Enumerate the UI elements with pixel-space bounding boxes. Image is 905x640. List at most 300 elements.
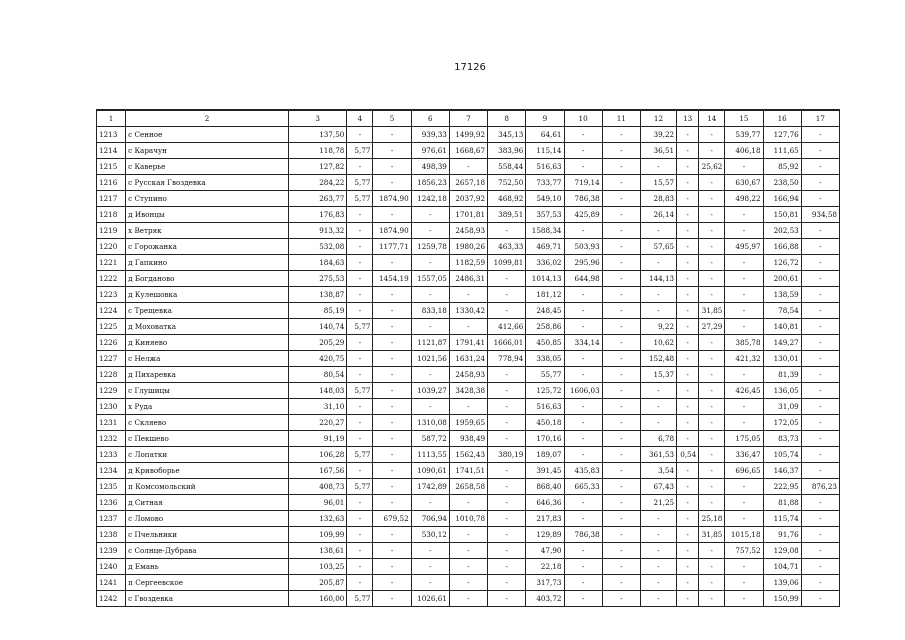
value-cell: 1666,01 xyxy=(488,335,526,351)
column-header-13: 13 xyxy=(677,110,699,127)
value-cell: - xyxy=(677,543,699,559)
column-header-4: 4 xyxy=(347,110,373,127)
value-cell: - xyxy=(347,287,373,303)
table-row xyxy=(97,271,840,287)
value-cell: - xyxy=(373,415,411,431)
table-row xyxy=(97,239,840,255)
value-cell: 36,51 xyxy=(640,143,676,159)
value-cell: - xyxy=(347,495,373,511)
value-cell: 2658,58 xyxy=(449,479,487,495)
value-cell: 421,32 xyxy=(725,351,763,367)
value-cell: - xyxy=(801,159,839,175)
value-cell: - xyxy=(347,527,373,543)
value-cell: - xyxy=(347,559,373,575)
value-cell: - xyxy=(699,543,725,559)
value-cell: 91,19 xyxy=(289,431,347,447)
row-number-cell: 1239 xyxy=(97,543,126,559)
value-cell: 380,19 xyxy=(488,447,526,463)
value-cell: 132,63 xyxy=(289,511,347,527)
value-cell: - xyxy=(801,303,839,319)
value-cell: 630,67 xyxy=(725,175,763,191)
row-number-cell: 1225 xyxy=(97,319,126,335)
value-cell: - xyxy=(725,319,763,335)
value-cell: 532,08 xyxy=(289,239,347,255)
value-cell: 1014,13 xyxy=(526,271,564,287)
value-cell: - xyxy=(801,399,839,415)
value-cell: - xyxy=(677,271,699,287)
value-cell: - xyxy=(801,271,839,287)
value-cell: 383,96 xyxy=(488,143,526,159)
value-cell: - xyxy=(449,559,487,575)
value-cell: 1039,27 xyxy=(411,383,449,399)
table-row xyxy=(97,319,840,335)
value-cell: 913,32 xyxy=(289,223,347,239)
row-number-cell: 1229 xyxy=(97,383,126,399)
value-cell: 104,71 xyxy=(763,559,801,575)
value-cell: 96,01 xyxy=(289,495,347,511)
value-cell: 495,97 xyxy=(725,239,763,255)
value-cell: 406,18 xyxy=(725,143,763,159)
value-cell: - xyxy=(801,351,839,367)
value-cell: 1310,08 xyxy=(411,415,449,431)
value-cell: - xyxy=(677,527,699,543)
value-cell: - xyxy=(602,143,640,159)
value-cell: 25,18 xyxy=(699,511,725,527)
value-cell: - xyxy=(677,431,699,447)
value-cell: 3,54 xyxy=(640,463,676,479)
value-cell: - xyxy=(640,223,676,239)
value-cell: - xyxy=(602,527,640,543)
value-cell: 357,53 xyxy=(526,207,564,223)
page-number: 17126 xyxy=(454,62,486,73)
value-cell: 118,78 xyxy=(289,143,347,159)
value-cell: 111,65 xyxy=(763,143,801,159)
value-cell: 15,37 xyxy=(640,367,676,383)
value-cell: - xyxy=(801,559,839,575)
column-header-15: 15 xyxy=(725,110,763,127)
value-cell: - xyxy=(699,463,725,479)
value-cell: - xyxy=(699,207,725,223)
value-cell: 9,22 xyxy=(640,319,676,335)
value-cell: 1959,65 xyxy=(449,415,487,431)
row-number-cell: 1231 xyxy=(97,415,126,431)
value-cell: 644,98 xyxy=(564,271,602,287)
value-cell: - xyxy=(411,399,449,415)
value-cell: - xyxy=(640,415,676,431)
table-row xyxy=(97,303,840,319)
table-row xyxy=(97,543,840,559)
value-cell: 31,10 xyxy=(289,399,347,415)
value-cell: - xyxy=(347,303,373,319)
value-cell: - xyxy=(677,143,699,159)
value-cell: 361,53 xyxy=(640,447,676,463)
value-cell: 976,61 xyxy=(411,143,449,159)
settlement-name-cell: с Сенное xyxy=(126,127,289,143)
value-cell: - xyxy=(488,399,526,415)
value-cell: - xyxy=(488,303,526,319)
value-cell: 175,05 xyxy=(725,431,763,447)
row-number-cell: 1214 xyxy=(97,143,126,159)
value-cell: 1856,23 xyxy=(411,175,449,191)
value-cell: - xyxy=(347,415,373,431)
value-cell: 64,61 xyxy=(526,127,564,143)
value-cell: 503,93 xyxy=(564,239,602,255)
value-cell: - xyxy=(640,527,676,543)
value-cell: 1259,78 xyxy=(411,239,449,255)
value-cell: - xyxy=(602,511,640,527)
value-cell: 205,29 xyxy=(289,335,347,351)
settlement-name-cell: с Пчельники xyxy=(126,527,289,543)
value-cell: - xyxy=(373,479,411,495)
table-row xyxy=(97,207,840,223)
value-cell: 130,01 xyxy=(763,351,801,367)
value-cell: 338,05 xyxy=(526,351,564,367)
value-cell: 140,74 xyxy=(289,319,347,335)
value-cell: 1606,03 xyxy=(564,383,602,399)
value-cell: - xyxy=(677,335,699,351)
settlement-name-cell: д Киняево xyxy=(126,335,289,351)
value-cell: - xyxy=(725,271,763,287)
value-cell: 47,90 xyxy=(526,543,564,559)
value-cell: - xyxy=(640,399,676,415)
value-cell: 408,73 xyxy=(289,479,347,495)
value-cell: - xyxy=(488,463,526,479)
value-cell: 5,77 xyxy=(347,191,373,207)
settlement-name-cell: с Ломово xyxy=(126,511,289,527)
value-cell: - xyxy=(602,399,640,415)
value-cell: 21,25 xyxy=(640,495,676,511)
value-cell: - xyxy=(564,495,602,511)
value-cell: 22,18 xyxy=(526,559,564,575)
settlement-name-cell: с Скляево xyxy=(126,415,289,431)
row-number-cell: 1234 xyxy=(97,463,126,479)
value-cell: 220,27 xyxy=(289,415,347,431)
value-cell: - xyxy=(347,399,373,415)
value-cell: - xyxy=(725,415,763,431)
value-cell: 938,49 xyxy=(449,431,487,447)
value-cell: 217,83 xyxy=(526,511,564,527)
value-cell: - xyxy=(564,127,602,143)
value-cell: - xyxy=(373,543,411,559)
value-cell: 498,22 xyxy=(725,191,763,207)
value-cell: 558,44 xyxy=(488,159,526,175)
value-cell: 2037,92 xyxy=(449,191,487,207)
value-cell: 403,72 xyxy=(526,591,564,607)
value-cell: - xyxy=(373,591,411,607)
value-cell: - xyxy=(488,367,526,383)
row-number-cell: 1217 xyxy=(97,191,126,207)
value-cell: - xyxy=(677,159,699,175)
column-header-6: 6 xyxy=(411,110,449,127)
value-cell: - xyxy=(725,479,763,495)
value-cell: - xyxy=(411,255,449,271)
value-cell: - xyxy=(373,159,411,175)
value-cell: - xyxy=(699,431,725,447)
value-cell: 450,85 xyxy=(526,335,564,351)
value-cell: 138,87 xyxy=(289,287,347,303)
value-cell: - xyxy=(373,207,411,223)
value-cell: - xyxy=(801,175,839,191)
value-cell: 6,78 xyxy=(640,431,676,447)
value-cell: 3428,38 xyxy=(449,383,487,399)
value-cell: - xyxy=(801,127,839,143)
value-cell: 67,43 xyxy=(640,479,676,495)
column-header-5: 5 xyxy=(373,110,411,127)
value-cell: 166,94 xyxy=(763,191,801,207)
column-header-9: 9 xyxy=(526,110,564,127)
settlement-name-cell: п Комсомольский xyxy=(126,479,289,495)
value-cell: - xyxy=(602,351,640,367)
value-cell: - xyxy=(488,511,526,527)
value-cell: 83,73 xyxy=(763,431,801,447)
value-cell: - xyxy=(602,191,640,207)
value-cell: - xyxy=(801,191,839,207)
header-row xyxy=(97,110,840,127)
value-cell: 105,74 xyxy=(763,447,801,463)
value-cell: 55,77 xyxy=(526,367,564,383)
value-cell: 549,10 xyxy=(526,191,564,207)
value-cell: 167,56 xyxy=(289,463,347,479)
value-cell: - xyxy=(347,543,373,559)
value-cell: - xyxy=(602,495,640,511)
value-cell: 463,33 xyxy=(488,239,526,255)
value-cell: 200,61 xyxy=(763,271,801,287)
value-cell: - xyxy=(564,511,602,527)
settlement-name-cell: д Пихаревка xyxy=(126,367,289,383)
value-cell: 91,76 xyxy=(763,527,801,543)
value-cell: 1557,05 xyxy=(411,271,449,287)
value-cell: - xyxy=(725,303,763,319)
value-cell: - xyxy=(488,527,526,543)
value-cell: 85,92 xyxy=(763,159,801,175)
row-number-cell: 1242 xyxy=(97,591,126,607)
value-cell: - xyxy=(347,431,373,447)
value-cell: 412,66 xyxy=(488,319,526,335)
value-cell: - xyxy=(677,223,699,239)
value-cell: 516,63 xyxy=(526,399,564,415)
value-cell: 317,73 xyxy=(526,575,564,591)
value-cell: - xyxy=(677,255,699,271)
value-cell: - xyxy=(677,495,699,511)
value-cell: - xyxy=(801,287,839,303)
value-cell: - xyxy=(801,255,839,271)
value-cell: 1701,81 xyxy=(449,207,487,223)
value-cell: 934,58 xyxy=(801,207,839,223)
value-cell: 263,77 xyxy=(289,191,347,207)
value-cell: - xyxy=(602,447,640,463)
value-cell: - xyxy=(801,575,839,591)
value-cell: - xyxy=(347,463,373,479)
value-cell: 516,63 xyxy=(526,159,564,175)
value-cell: - xyxy=(699,479,725,495)
column-header-2: 2 xyxy=(126,110,289,127)
value-cell: 129,08 xyxy=(763,543,801,559)
value-cell: - xyxy=(564,591,602,607)
value-cell: 1742,89 xyxy=(411,479,449,495)
value-cell: 876,23 xyxy=(801,479,839,495)
value-cell: - xyxy=(801,543,839,559)
value-cell: - xyxy=(564,223,602,239)
value-cell: 238,50 xyxy=(763,175,801,191)
value-cell: 1015,18 xyxy=(725,527,763,543)
value-cell: - xyxy=(564,319,602,335)
value-cell: - xyxy=(699,191,725,207)
value-cell: - xyxy=(411,287,449,303)
value-cell: - xyxy=(801,495,839,511)
row-number-cell: 1224 xyxy=(97,303,126,319)
value-cell: 1454,19 xyxy=(373,271,411,287)
value-cell: 469,71 xyxy=(526,239,564,255)
value-cell: - xyxy=(488,495,526,511)
value-cell: 719,14 xyxy=(564,175,602,191)
value-cell: 336,47 xyxy=(725,447,763,463)
settlement-name-cell: п Сергеевское xyxy=(126,575,289,591)
value-cell: - xyxy=(699,351,725,367)
value-cell: 1499,92 xyxy=(449,127,487,143)
value-cell: 2486,31 xyxy=(449,271,487,287)
value-cell: 275,53 xyxy=(289,271,347,287)
value-cell: - xyxy=(677,191,699,207)
value-cell: - xyxy=(725,207,763,223)
row-number-cell: 1220 xyxy=(97,239,126,255)
value-cell: - xyxy=(602,383,640,399)
value-cell: - xyxy=(801,463,839,479)
row-number-cell: 1227 xyxy=(97,351,126,367)
value-cell: 1021,56 xyxy=(411,351,449,367)
value-cell: - xyxy=(488,271,526,287)
value-cell: 679,52 xyxy=(373,511,411,527)
value-cell: 109,99 xyxy=(289,527,347,543)
value-cell: 752,50 xyxy=(488,175,526,191)
value-cell: - xyxy=(488,415,526,431)
value-cell: - xyxy=(373,559,411,575)
row-number-cell: 1241 xyxy=(97,575,126,591)
value-cell: - xyxy=(699,127,725,143)
value-cell: - xyxy=(488,223,526,239)
value-cell: 435,83 xyxy=(564,463,602,479)
value-cell: - xyxy=(411,575,449,591)
table-row xyxy=(97,591,840,607)
value-cell: 150,81 xyxy=(763,207,801,223)
settlement-name-cell: д Емань xyxy=(126,559,289,575)
value-cell: 184,63 xyxy=(289,255,347,271)
value-cell: 539,77 xyxy=(725,127,763,143)
value-cell: 57,65 xyxy=(640,239,676,255)
value-cell: - xyxy=(699,591,725,607)
value-cell: 2458,93 xyxy=(449,367,487,383)
value-cell: - xyxy=(801,527,839,543)
value-cell: 202,53 xyxy=(763,223,801,239)
value-cell: - xyxy=(677,591,699,607)
settlement-name-cell: с Горожанка xyxy=(126,239,289,255)
value-cell: 28,83 xyxy=(640,191,676,207)
value-cell: 150,99 xyxy=(763,591,801,607)
value-cell: - xyxy=(564,303,602,319)
value-cell: 148,03 xyxy=(289,383,347,399)
value-cell: - xyxy=(801,143,839,159)
value-cell: 103,25 xyxy=(289,559,347,575)
value-cell: - xyxy=(801,431,839,447)
value-cell: 146,37 xyxy=(763,463,801,479)
column-header-11: 11 xyxy=(602,110,640,127)
value-cell: - xyxy=(602,239,640,255)
value-cell: - xyxy=(373,527,411,543)
value-cell: 1588,34 xyxy=(526,223,564,239)
value-cell: - xyxy=(602,255,640,271)
value-cell: - xyxy=(699,415,725,431)
value-cell: - xyxy=(801,511,839,527)
value-cell: 5,77 xyxy=(347,143,373,159)
value-cell: - xyxy=(801,239,839,255)
value-cell: 172,05 xyxy=(763,415,801,431)
value-cell: - xyxy=(602,559,640,575)
value-cell: 334,14 xyxy=(564,335,602,351)
value-cell: - xyxy=(347,511,373,527)
settlement-name-cell: х Ветряк xyxy=(126,223,289,239)
value-cell: - xyxy=(677,479,699,495)
table-body xyxy=(97,127,840,607)
value-cell: - xyxy=(725,511,763,527)
value-cell: - xyxy=(677,319,699,335)
value-cell: 1874,90 xyxy=(373,223,411,239)
value-cell: 530,12 xyxy=(411,527,449,543)
value-cell: 39,22 xyxy=(640,127,676,143)
table-row xyxy=(97,367,840,383)
value-cell: - xyxy=(640,543,676,559)
value-cell: - xyxy=(373,399,411,415)
value-cell: 1113,55 xyxy=(411,447,449,463)
value-cell: 284,22 xyxy=(289,175,347,191)
value-cell: - xyxy=(677,511,699,527)
value-cell: - xyxy=(699,239,725,255)
value-cell: 160,00 xyxy=(289,591,347,607)
row-number-cell: 1236 xyxy=(97,495,126,511)
value-cell: 1099,81 xyxy=(488,255,526,271)
value-cell: - xyxy=(373,255,411,271)
value-cell: 126,72 xyxy=(763,255,801,271)
value-cell: 1741,51 xyxy=(449,463,487,479)
value-cell: - xyxy=(347,335,373,351)
value-cell: - xyxy=(347,239,373,255)
column-header-10: 10 xyxy=(564,110,602,127)
value-cell: 138,61 xyxy=(289,543,347,559)
value-cell: - xyxy=(725,255,763,271)
value-cell: 222,95 xyxy=(763,479,801,495)
value-cell: - xyxy=(699,367,725,383)
value-cell: 0,54 xyxy=(677,447,699,463)
settlement-name-cell: с Лопатки xyxy=(126,447,289,463)
value-cell: - xyxy=(411,223,449,239)
value-cell: 498,39 xyxy=(411,159,449,175)
value-cell: - xyxy=(449,527,487,543)
value-cell: 1177,71 xyxy=(373,239,411,255)
value-cell: 1668,67 xyxy=(449,143,487,159)
value-cell: 137,50 xyxy=(289,127,347,143)
value-cell: 138,59 xyxy=(763,287,801,303)
value-cell: - xyxy=(347,575,373,591)
value-cell: - xyxy=(699,559,725,575)
value-cell: - xyxy=(725,591,763,607)
value-cell: - xyxy=(640,591,676,607)
value-cell: - xyxy=(564,143,602,159)
value-cell: 587,72 xyxy=(411,431,449,447)
value-cell: 2458,93 xyxy=(449,223,487,239)
value-cell: - xyxy=(373,367,411,383)
value-cell: 176,83 xyxy=(289,207,347,223)
value-cell: - xyxy=(411,559,449,575)
value-cell: 127,76 xyxy=(763,127,801,143)
value-cell: - xyxy=(640,255,676,271)
